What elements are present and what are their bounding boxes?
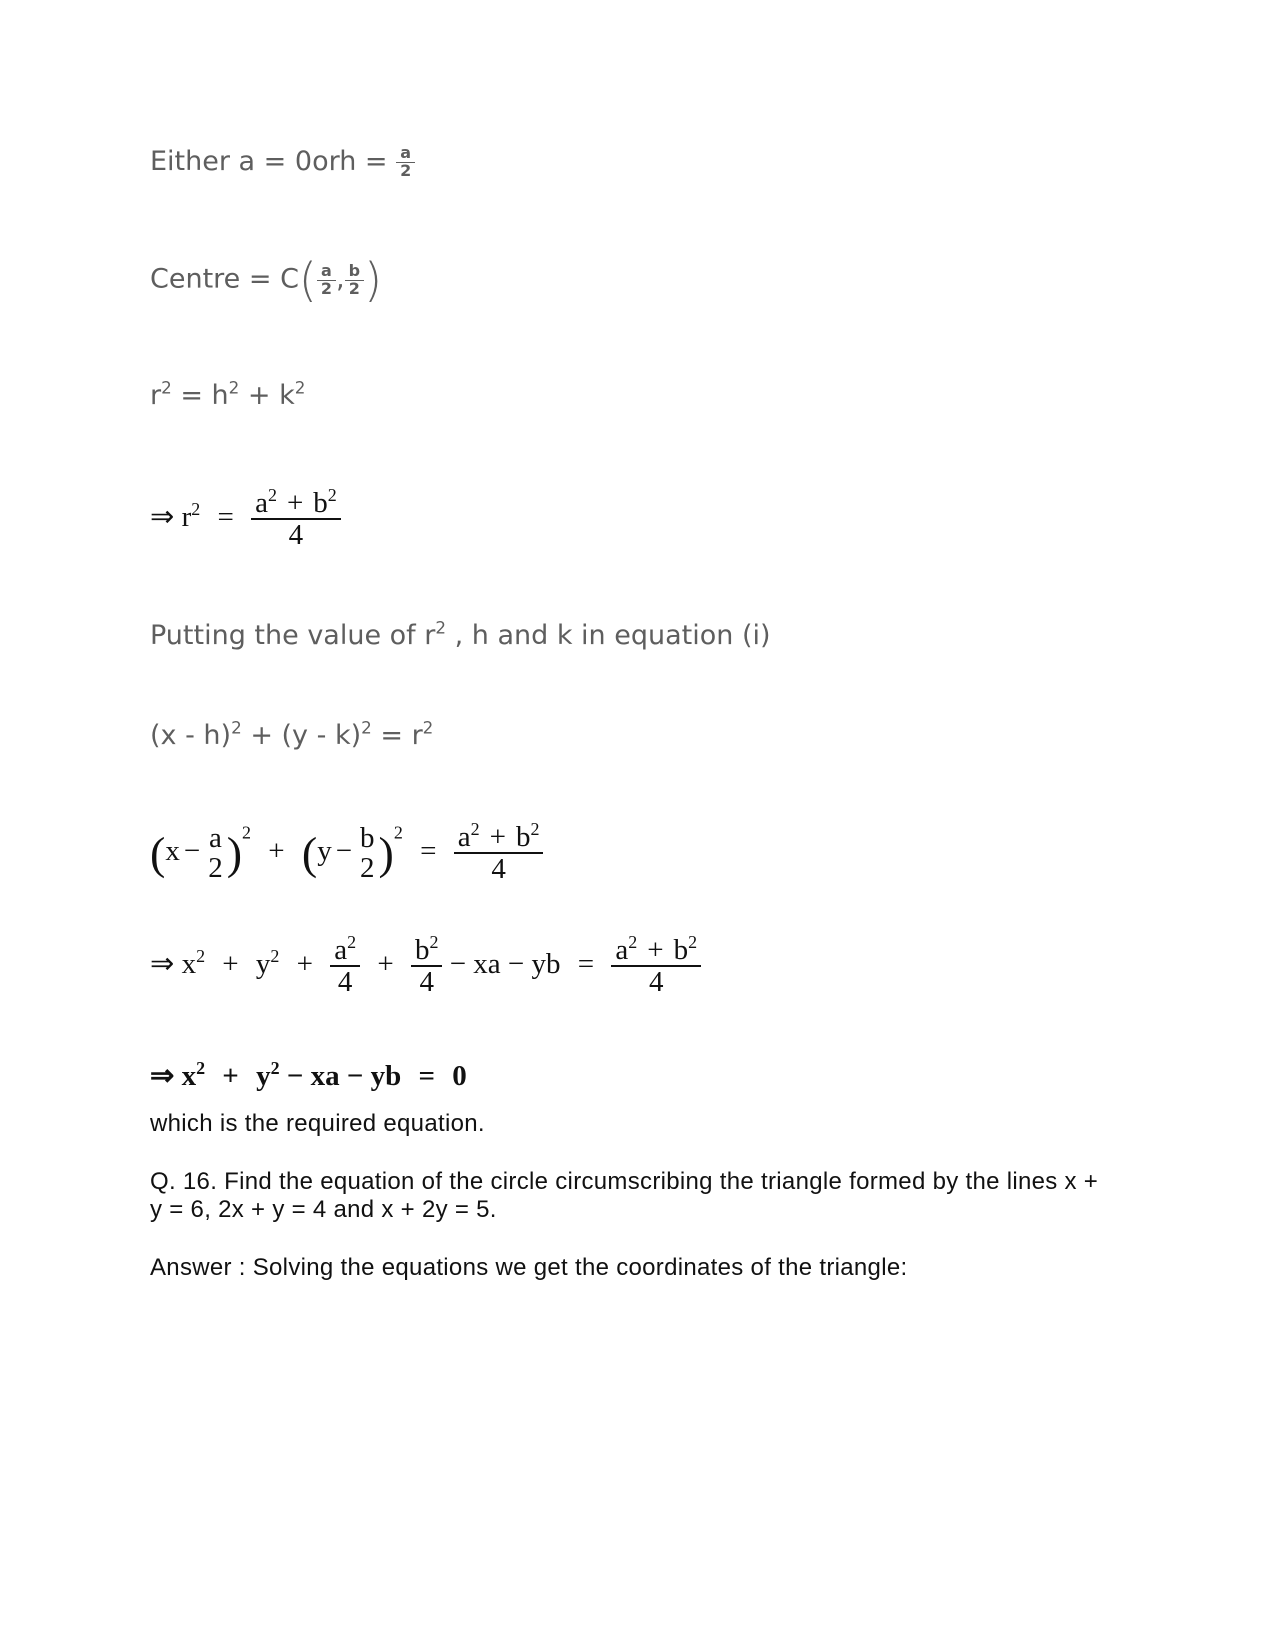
question-16: Q. 16. Find the equation of the circle circumscribing the triangle formed by the lines x + y = 6, 2x + y = 4 and x + 2y = 5. (150, 1168, 1099, 1223)
right-paren: ) (364, 253, 383, 307)
substituted-equation-line: (x − a 2 )$^2$ + (y − b 2 )$^2$ = $\frac{a^2 + b^2}{4}$ (150, 822, 543, 885)
radius-value-line: ⇒ $r^2$ = $\frac{a^2 + b^2}{4}$ (150, 488, 341, 551)
b-over-2: b 2 (360, 822, 375, 885)
centre-line: Centre = C( $\frac{a}{2}$ , $\frac{b}{2}$ ) (150, 253, 383, 307)
a-over-2-fraction: $\frac{a}{2}$ (396, 145, 415, 180)
rhs-fraction: $\frac{a^2 + b^2}{4}$ (454, 822, 544, 885)
b2-over-4: $\frac{b^2}{4}$ (411, 935, 442, 998)
centre-label: Centre = C (150, 263, 299, 295)
a-over-2: a 2 (208, 822, 223, 885)
circle-equation-line: $(x - h)^2 + (y - k)^2 = r^2$ (150, 717, 434, 751)
radius-square-line: $r^2 = h^2 + k^2$ (150, 377, 306, 411)
a2-over-4: $\frac{a^2}{4}$ (330, 935, 360, 998)
expanded-equation-line: ⇒ $x^2 + y^2$ + $\frac{a^2}{4}$ + $\frac{b^2}{4}$ − xa − yb = $\frac{a^2 + b^2}{4}$ (150, 935, 701, 998)
final-equation-line: ⇒ $x^2 + y^2$ − xa − yb = 0 (150, 1057, 467, 1092)
left-paren: ( (298, 253, 317, 307)
centre-x-fraction: $\frac{a}{2}$ (317, 263, 336, 298)
step2-rhs-fraction: $\frac{a^2 + b^2}{4}$ (611, 935, 701, 998)
required-equation-text: which is the required equation. (150, 1110, 485, 1137)
a2-plus-b2-over-4: $\frac{a^2 + b^2}{4}$ (251, 488, 341, 551)
answer-text: Answer : Solving the equations we get the coordinates of the triangle: (150, 1254, 908, 1281)
putting-line: Putting the value of $r^2$ , h and k in equation (i) (150, 617, 771, 651)
either-line (150, 145, 415, 180)
either-text: Either a = 0orh = (150, 145, 388, 177)
centre-y-fraction: $\frac{b}{2}$ (345, 263, 364, 298)
